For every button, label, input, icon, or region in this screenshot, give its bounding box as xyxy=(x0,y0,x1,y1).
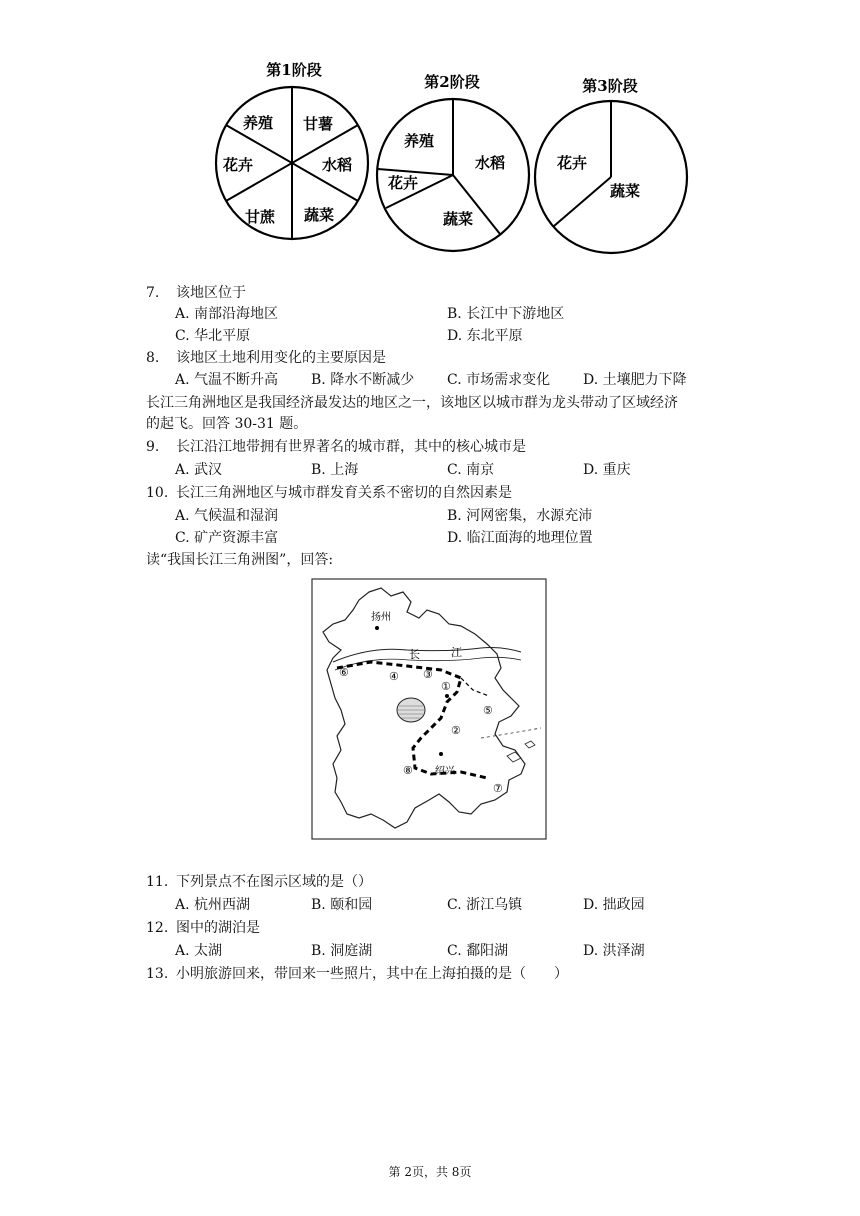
pie1-label-huahui: 花卉 xyxy=(223,156,254,174)
question-10 xyxy=(146,483,512,503)
q9-option-d: D. 重庆 xyxy=(583,462,631,478)
question-13 xyxy=(146,964,568,984)
map-circle-7: ⑦ xyxy=(493,782,503,795)
question-9-number: 9. xyxy=(146,439,160,455)
question-13-stem: 小明旅游回来，带回来一些照片，其中在上海拍摄的是（ ） xyxy=(176,966,568,982)
question-12 xyxy=(146,918,260,938)
question-7-number: 7. xyxy=(146,285,160,301)
map-label-chang: 长 xyxy=(409,648,420,661)
q12-option-c: C. 鄱阳湖 xyxy=(447,943,509,959)
yangtze-delta-map xyxy=(311,578,547,840)
q7-option-c: C. 华北平原 xyxy=(175,328,251,344)
q10-option-d: D. 临江面海的地理位置 xyxy=(447,530,593,546)
map-circle-3: ③ xyxy=(423,668,433,681)
map-circle-8: ⑧ xyxy=(403,764,413,777)
q9-option-a: A. 武汉 xyxy=(175,462,223,478)
q11-option-a: A. 杭州西湖 xyxy=(175,897,251,913)
map-circle-5: ⑤ xyxy=(483,704,493,717)
pie3-label-huahui: 花卉 xyxy=(557,154,588,172)
map-circle-4: ④ xyxy=(389,670,399,683)
pie1-label-shucai: 蔬菜 xyxy=(304,206,335,224)
q7-option-d: D. 东北平原 xyxy=(447,328,523,344)
question-9-stem: 长江沿江地带拥有世界著名的城市群，其中的核心城市是 xyxy=(176,439,526,455)
land-use-pie-charts xyxy=(205,56,641,261)
question-8 xyxy=(146,348,386,368)
question-13-number: 13. xyxy=(146,966,169,982)
pie-chart-stage2 xyxy=(377,99,529,251)
passage-line-2: 的起飞。回答 30-31 题。 xyxy=(146,416,308,432)
q11-option-c: C. 浙江乌镇 xyxy=(447,897,523,913)
q7-option-b: B. 长江中下游地区 xyxy=(447,306,565,322)
question-10-number: 10. xyxy=(146,485,169,501)
q8-option-b: B. 降水不断减少 xyxy=(311,372,415,388)
question-11-number: 11. xyxy=(146,874,169,890)
map-label-shaoxing: 绍兴 xyxy=(435,766,455,777)
pie2-label-yangzhi: 养殖 xyxy=(404,132,435,150)
q10-option-c: C. 矿产资源丰富 xyxy=(175,530,279,546)
map-circle-1: ① xyxy=(441,680,451,693)
map-intro: 读“我国长江三角洲图”，回答: xyxy=(146,552,334,568)
page-footer: 第 2页，共 8页 xyxy=(388,1165,472,1179)
map-circle-2: ② xyxy=(451,724,461,737)
map-label-jiang: 江 xyxy=(451,646,462,659)
pie2-label-huahui: 花卉 xyxy=(388,174,419,192)
pie2-label-shuidao: 水稻 xyxy=(475,154,506,172)
pie-chart-stage1 xyxy=(216,87,368,239)
q11-option-b: B. 颐和园 xyxy=(311,897,373,913)
pie1-title: 第1阶段 xyxy=(266,61,322,79)
question-11 xyxy=(146,872,372,892)
map-label-yangzhou: 扬州 xyxy=(371,612,391,623)
pie3-title: 第3阶段 xyxy=(582,77,638,95)
q12-option-b: B. 洞庭湖 xyxy=(311,943,373,959)
pie-chart-stage3 xyxy=(535,101,687,253)
q8-option-a: A. 气温不断升高 xyxy=(175,372,279,388)
map-circle-6: ⑥ xyxy=(339,666,349,679)
pie1-label-ganshu: 甘薯 xyxy=(303,115,334,133)
question-9 xyxy=(146,437,526,457)
pie2-label-shucai: 蔬菜 xyxy=(443,210,474,228)
q8-option-c: C. 市场需求变化 xyxy=(447,372,551,388)
passage-line-1: 长江三角洲地区是我国经济最发达的地区之一，该地区以城市群为龙头带动了区域经济 xyxy=(146,395,678,411)
pie1-label-ganzhe: 甘蔗 xyxy=(245,208,276,226)
question-10-stem: 长江三角洲地区与城市群发育关系不密切的自然因素是 xyxy=(176,485,512,501)
question-7-stem: 该地区位于 xyxy=(176,285,246,301)
question-8-stem: 该地区土地利用变化的主要原因是 xyxy=(176,350,386,366)
question-8-number: 8. xyxy=(146,350,160,366)
pie1-label-shuidao: 水稻 xyxy=(322,156,353,174)
question-12-stem: 图中的湖泊是 xyxy=(176,920,260,936)
q9-option-c: C. 南京 xyxy=(447,462,495,478)
q12-option-d: D. 洪泽湖 xyxy=(583,943,645,959)
q11-option-d: D. 拙政园 xyxy=(583,897,645,913)
pie1-label-yangzhi: 养殖 xyxy=(243,114,274,132)
question-7 xyxy=(146,283,246,303)
pie2-title: 第2阶段 xyxy=(424,73,480,91)
question-12-number: 12. xyxy=(146,920,169,936)
q10-option-b: B. 河网密集，水源充沛 xyxy=(447,508,593,524)
q9-option-b: B. 上海 xyxy=(311,462,359,478)
question-11-stem: 下列景点不在图示区域的是（） xyxy=(176,874,372,890)
q10-option-a: A. 气候温和湿润 xyxy=(175,508,279,524)
pie3-label-shucai: 蔬菜 xyxy=(610,182,641,200)
q7-option-a: A. 南部沿海地区 xyxy=(175,306,279,322)
q12-option-a: A. 太湖 xyxy=(175,943,223,959)
q8-option-d: D. 土壤肥力下降 xyxy=(583,372,687,388)
